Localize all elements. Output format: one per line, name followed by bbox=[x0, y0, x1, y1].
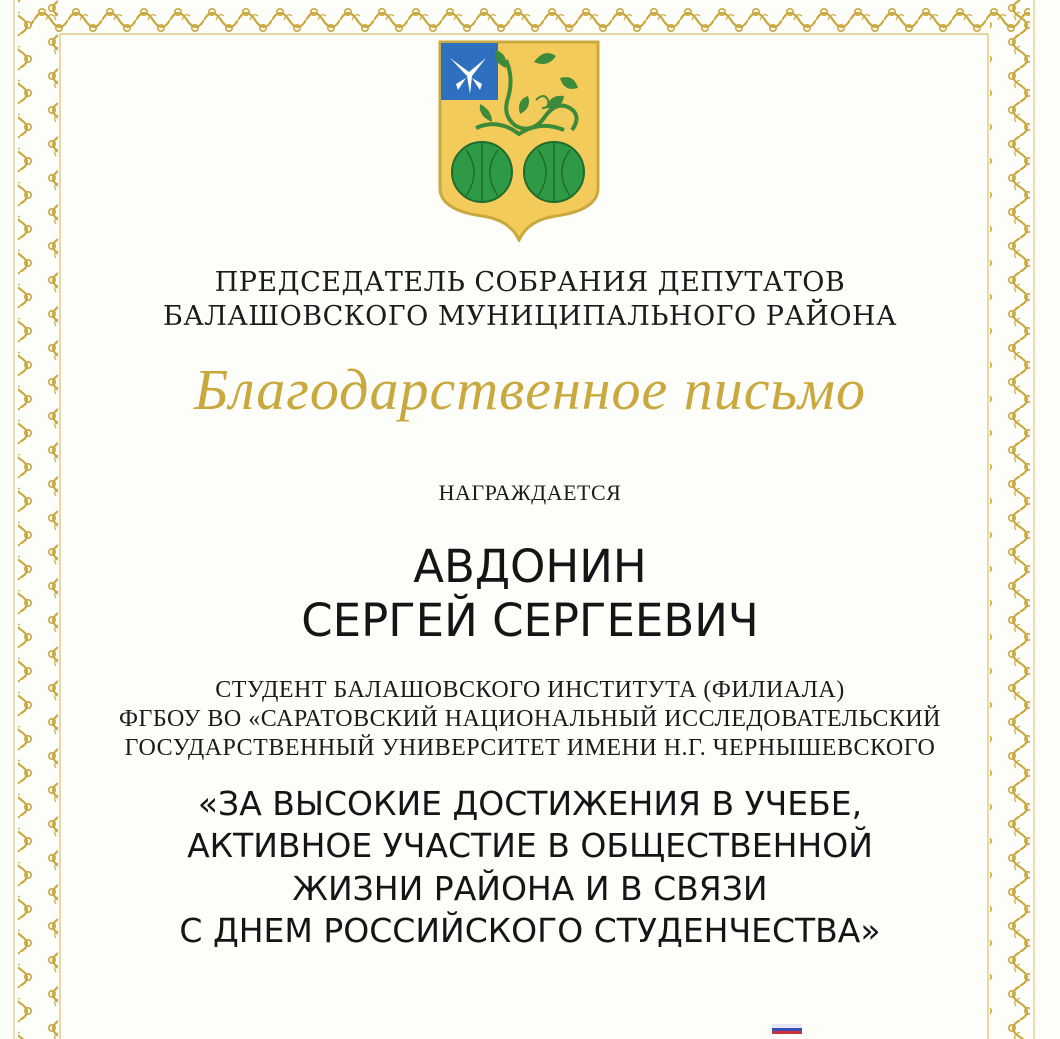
issuer-line-1: ПРЕДСЕДАТЕЛЬ СОБРАНИЯ ДЕПУТАТОВ bbox=[214, 267, 846, 298]
coat-of-arms-icon bbox=[436, 38, 602, 242]
reason-line-1: «ЗА ВЫСОКИЕ ДОСТИЖЕНИЯ В УЧЕБЕ, bbox=[197, 784, 863, 823]
position-line-2: ФГБОУ ВО «САРАТОВСКИЙ НАЦИОНАЛЬНЫЙ ИССЛЕДОВАТЕЛЬСКИЙ bbox=[118, 706, 941, 732]
position-line-3: ГОСУДАРСТВЕННЫЙ УНИВЕРСИТЕТ ИМЕНИ Н.Г. ЧЕРНЫШЕВСКОГО bbox=[124, 735, 936, 761]
awarded-label: НАГРАЖДАЕТСЯ bbox=[438, 480, 622, 505]
recipient-surname: АВДОНИН bbox=[413, 540, 647, 593]
flag-mark-icon bbox=[772, 1024, 802, 1034]
reason-line-4: С ДНЕМ РОССИЙСКОГО СТУДЕНЧЕСТВА» bbox=[179, 911, 881, 950]
reason-line-2: АКТИВНОЕ УЧАСТИЕ В ОБЩЕСТВЕННОЙ bbox=[187, 826, 873, 865]
issuer-line-2: БАЛАШОВСКОГО МУНИЦИПАЛЬНОГО РАЙОНА bbox=[163, 301, 897, 332]
reason-line-3: ЖИЗНИ РАЙОНА И В СВЯЗИ bbox=[292, 869, 768, 908]
position-line-1: СТУДЕНТ БАЛАШОВСКОГО ИНСТИТУТА (ФИЛИАЛА) bbox=[215, 677, 845, 703]
document-title: Благодарственное письмо bbox=[194, 357, 866, 422]
recipient-given-names: СЕРГЕЙ СЕРГЕЕВИЧ bbox=[301, 594, 759, 647]
